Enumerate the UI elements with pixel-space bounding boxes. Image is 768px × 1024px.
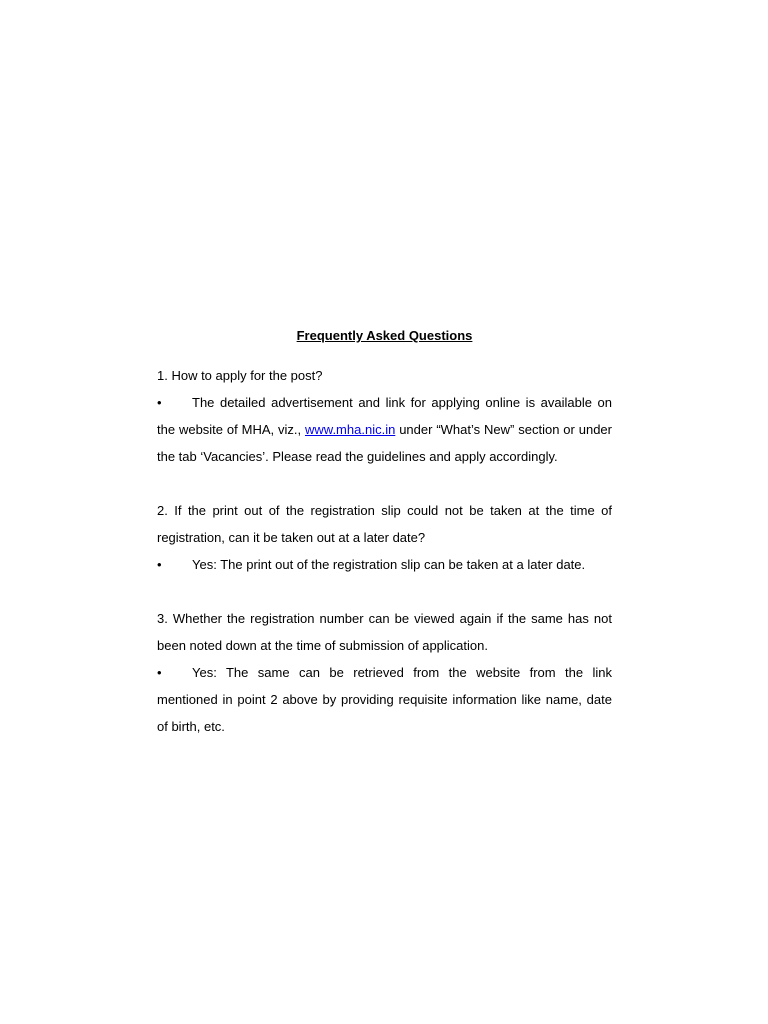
mha-website-link[interactable]: www.mha.nic.in bbox=[305, 422, 396, 437]
spacer bbox=[157, 578, 612, 605]
faq-question-1: 1. How to apply for the post? bbox=[157, 368, 323, 383]
faq-answer-1-text-after: under “What’s New” section or under the tab ‘Vacancies’. Please read the guidelines and apply accordingly. bbox=[157, 422, 612, 464]
spacer bbox=[157, 470, 612, 497]
page-title: Frequently Asked Questions bbox=[296, 328, 473, 343]
bullet-icon: • bbox=[157, 557, 162, 572]
faq-answer-1 bbox=[157, 389, 612, 470]
faq-answer-3 bbox=[157, 659, 612, 740]
bullet-icon: • bbox=[157, 395, 162, 410]
faq-answer-3-text: Yes: The same can be retrieved from the website from the link mentioned in point 2 above by providing requisite information like name, date of birth, etc. bbox=[157, 665, 612, 734]
bullet-icon: • bbox=[157, 665, 162, 680]
faq-answer-2 bbox=[157, 551, 612, 578]
faq-answer-2-text: Yes: The print out of the registration slip can be taken at a later date. bbox=[192, 557, 586, 572]
faq-content bbox=[157, 326, 612, 740]
faq-answer-1-text-before: The detailed advertisement and link for applying online is available on the website of MHA, viz., bbox=[157, 395, 612, 437]
faq-question-3: 3. Whether the registration number can be viewed again if the same has not been noted down at the time of submission of application. bbox=[157, 611, 612, 653]
faq-question-2: 2. If the print out of the registration slip could not be taken at the time of registration, can it be taken out at a later date? bbox=[157, 503, 612, 545]
